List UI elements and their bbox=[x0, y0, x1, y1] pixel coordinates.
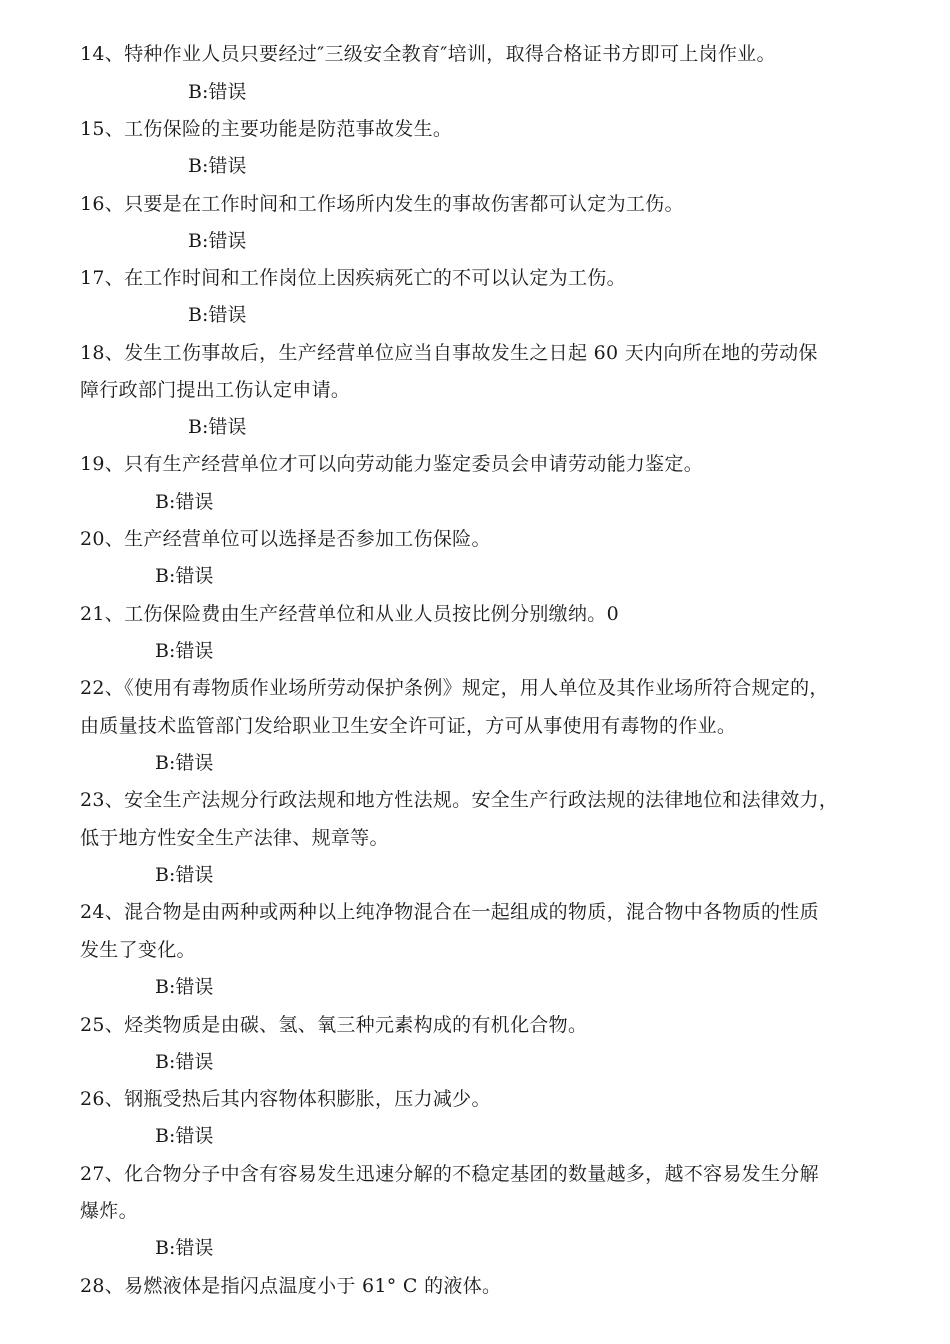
answer-25: B:错误 bbox=[155, 1051, 214, 1073]
answer-16: B:错误 bbox=[188, 230, 247, 252]
answer-17: B:错误 bbox=[188, 304, 247, 326]
question-27-line-1: 27、化合物分子中含有容易发生迅速分解的不稳定基团的数量越多，越不容易发生分解 bbox=[80, 1163, 819, 1185]
question-23-line-1: 23、安全生产法规分行政法规和地方性法规。安全生产行政法规的法律地位和法律效力， bbox=[80, 789, 839, 811]
question-24-line-2: 发生了变化。 bbox=[80, 939, 196, 961]
question-14-line-1: 14、特种作业人员只要经过″三级安全教育″培训，取得合格证书方即可上岗作业。 bbox=[80, 43, 776, 65]
question-25-line-1: 25、烃类物质是由碳、氢、氧三种元素构成的有机化合物。 bbox=[80, 1014, 588, 1036]
answer-27: B:错误 bbox=[155, 1237, 214, 1259]
question-27-line-2: 爆炸。 bbox=[80, 1200, 138, 1222]
answer-19: B:错误 bbox=[155, 491, 214, 513]
question-16-line-1: 16、只要是在工作时间和工作场所内发生的事故伤害都可认定为工伤。 bbox=[80, 193, 684, 215]
question-28-line-1: 28、易燃液体是指闪点温度小于 61° C 的液体。 bbox=[80, 1275, 502, 1297]
question-20-line-1: 20、生产经营单位可以选择是否参加工伤保险。 bbox=[80, 528, 491, 550]
question-22-line-1: 22、《使用有毒物质作业场所劳动保护条例》规定，用人单位及其作业场所符合规定的， bbox=[80, 677, 829, 699]
answer-20: B:错误 bbox=[155, 565, 214, 587]
question-15-line-1: 15、工伤保险的主要功能是防范事故发生。 bbox=[80, 118, 453, 140]
answer-14: B:错误 bbox=[188, 81, 247, 103]
question-17-line-1: 17、在工作时间和工作岗位上因疾病死亡的不可以认定为工伤。 bbox=[80, 267, 626, 289]
answer-18: B:错误 bbox=[188, 416, 247, 438]
answer-15: B:错误 bbox=[188, 155, 247, 177]
answer-26: B:错误 bbox=[155, 1125, 214, 1147]
question-19-line-1: 19、只有生产经营单位才可以向劳动能力鉴定委员会申请劳动能力鉴定。 bbox=[80, 453, 704, 475]
question-21-line-1: 21、工伤保险费由生产经营单位和从业人员按比例分别缴纳。0 bbox=[80, 603, 619, 625]
answer-23: B:错误 bbox=[155, 864, 214, 886]
question-23-line-2: 低于地方性安全生产法律、规章等。 bbox=[80, 827, 389, 849]
answer-21: B:错误 bbox=[155, 640, 214, 662]
answer-22: B:错误 bbox=[155, 752, 214, 774]
question-24-line-1: 24、混合物是由两种或两种以上纯净物混合在一起组成的物质，混合物中各物质的性质 bbox=[80, 901, 819, 923]
answer-24: B:错误 bbox=[155, 976, 214, 998]
question-22-line-2: 由质量技术监管部门发给职业卫生安全许可证，方可从事使用有毒物的作业。 bbox=[80, 715, 737, 737]
question-26-line-1: 26、钢瓶受热后其内容物体积膨胀，压力减少。 bbox=[80, 1088, 491, 1110]
question-18-line-2: 障行政部门提出工伤认定申请。 bbox=[80, 379, 351, 401]
question-18-line-1: 18、发生工伤事故后，生产经营单位应当自事故发生之日起 60 天内向所在地的劳动保 bbox=[80, 342, 818, 364]
